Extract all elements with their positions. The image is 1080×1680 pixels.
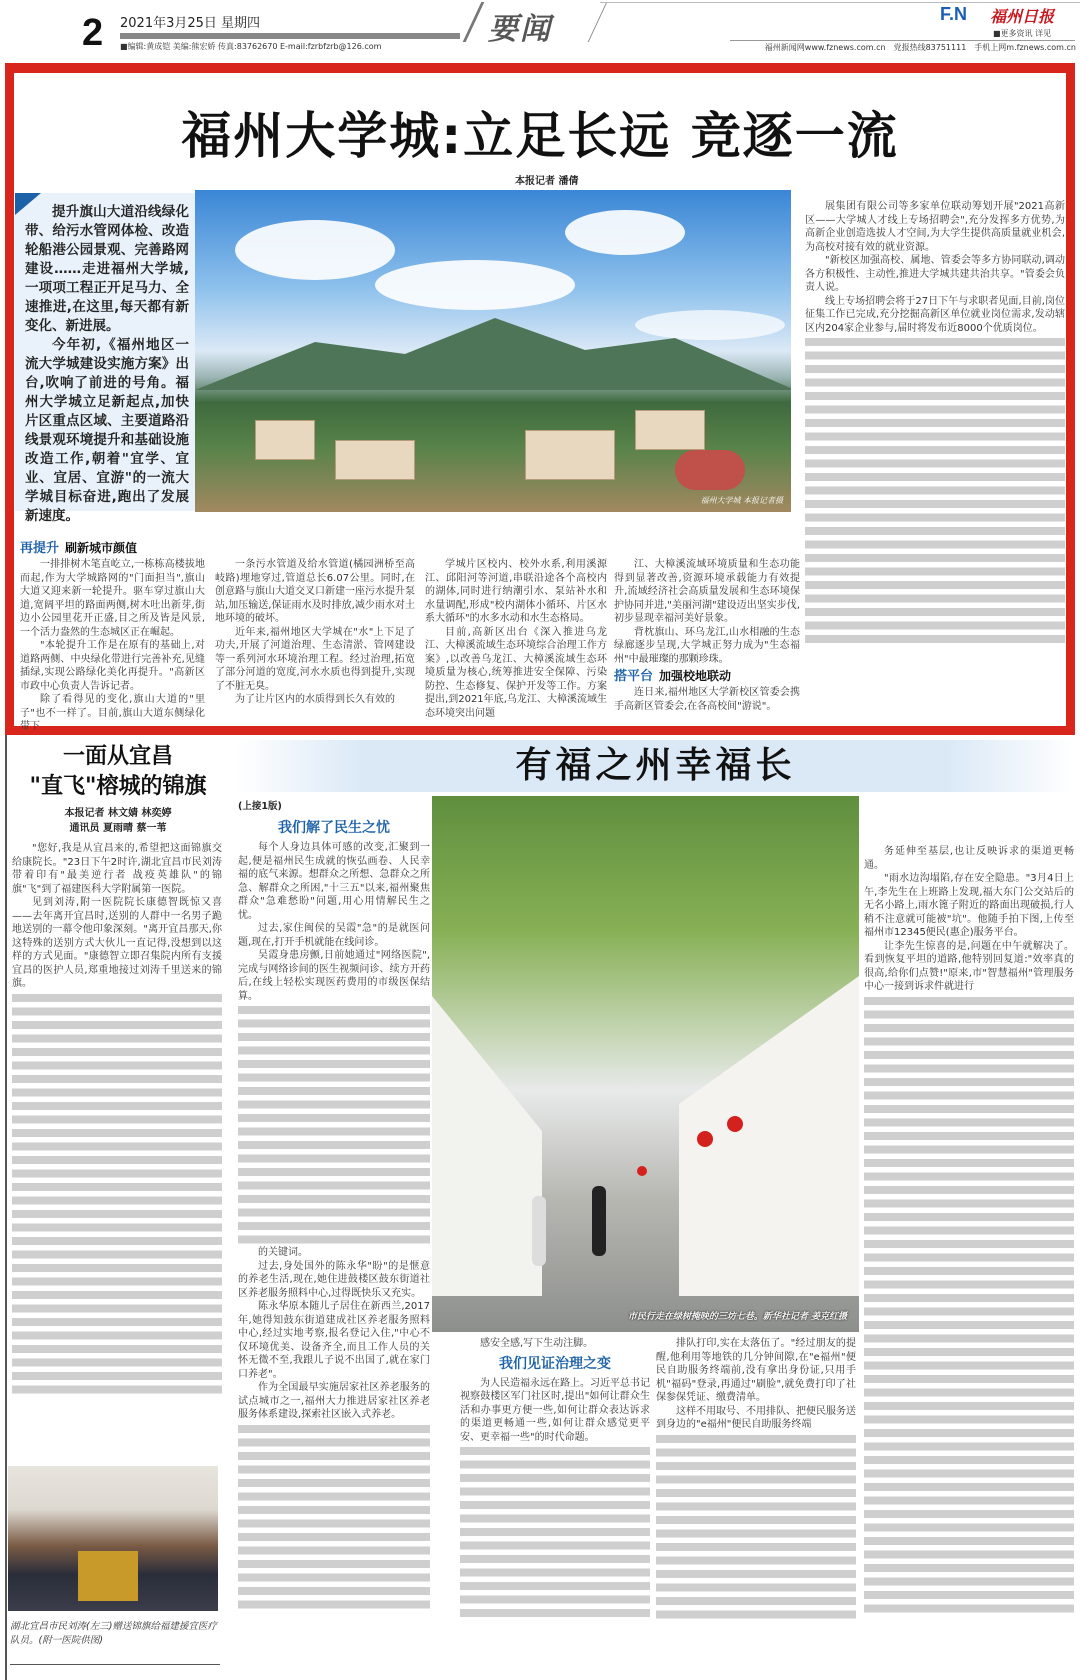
paragraph: 线上专场招聘会将于27日下午与求职者见面,目前,岗位征集工作已完成,充分挖掘高新区单位就业岗位需求,发动辖区内204家企业参与,届时将发布近8000个优质岗位。 (805, 295, 1065, 334)
paragraph: 见到刘涛,附一医院院长康德智既惊又喜——去年离开宜昌时,送别的人群中一名男子跪地送别的一幕令他印象深刻。"离开宜昌那天,你这特殊的送别方式大伙儿一直记得,没想到以这样的方式见面。"康德智立即召集院内所有支援宜昌的医护人员,郑重地接过刘涛千里送来的锦旗。 (12, 897, 222, 989)
site-info: 福州新闻网www.fznews.com.cn 党报热线83751111 手机上网m.fznews.com.cn (764, 43, 1076, 52)
paragraph: 过去,身处国外的陈永华"盼"的是惬意的养老生活,现在,她住进鼓楼区鼓东街道社区养老服务照料中心,过得既快乐又充实。 (238, 1260, 430, 1299)
top-story-headline: 福州大学城:立足长远 竞逐一流 (181, 107, 899, 165)
left-story-headline: 一面从宜昌 "直飞"榕城的锦旗 (29, 744, 207, 799)
paragraph: 感安全感,写下生动注脚。 (480, 1338, 594, 1349)
paragraph: 展集团有限公司等多家单位联动筹划开展"2021高新区——大学城人才线上专场招聘会",充分发挥多方优势,为高新企业创造选拔人才空间,为大学生提供高质量就业机会,为高校对接有效的就业资源。 (805, 201, 1065, 253)
editor-credits: ■编辑:黄成铠 美编:熊宏娇 传真:83762670 E-mail:fzrbfzrb@126.com (120, 42, 382, 51)
subheading: 搭平台 加强校地联动 (614, 669, 732, 684)
article-column (20, 538, 205, 734)
paragraph: 连日来,福州地区大学新校区管委会携手高新区管委会,在各高校间"游说"。 (614, 687, 800, 712)
sanfang-qixiang-photo (432, 796, 859, 1332)
paragraph: 背枕旗山、环乌龙江,山水相融的生态绿廊逐步呈现,大学城正努力成为"生态福州"中最璀璨的那颗珍珠。 (614, 626, 800, 665)
article-column (425, 558, 607, 720)
paragraph: 提升旗山大道沿线绿化带、给污水管网体检、改造轮船港公园景观、完善路网建设……走进福州大学城,一项项工程正开足马力、全速推进,在这里,每天都有新变化、新进展。 (25, 204, 189, 334)
page-number: 2 (82, 12, 104, 54)
paragraph: 目前,高新区出台《深入推进乌龙江、大樟溪流域生态环境综合治理工作方案》,以改善乌龙江、大樟溪流域生态环境质量为核心,统筹推进安全保障、污染防控、生态修复、保护开发等工作。方案提出,到2021年底,乌龙江、大樟溪流域生态环境突出问题 (425, 626, 607, 719)
newspaper-logo: 福州日报 (990, 7, 1055, 26)
divider (569, 2, 608, 42)
photo-caption: 市民行走在绿树掩映的三坊七巷。新华社记者 姜克红摄 (627, 1312, 847, 1322)
paragraph: 为了让片区内的水质得到长久有效的 (235, 694, 395, 705)
subheading: 再提升 刷新城市颜值 (20, 541, 138, 556)
paragraph: "本轮提升工作是在原有的基础上,对道路两侧、中央绿化带进行完善补充,见缝插绿,实现公路绿化美化再提升。"高新区市政中心负责人告诉记者。 (20, 640, 205, 692)
article-column (656, 1337, 856, 1621)
article-column (805, 200, 1065, 645)
paragraph: 一排排树木笔直屹立,一栋栋高楼拔地而起,作为大学城路网的"门面担当",旗山大道又迎来新一轮提升。驱车穿过旗山大道,宽阔平坦的路面两侧,树木吐出新芽,街边小公园里花开正盛,目之所及皆是风景,一个活力盎然的生态城区正在崛起。 (20, 559, 205, 638)
paragraph: 近年来,福州地区大学城在"水"上下足了功夫,开展了河道治理、生态清淤、管网建设等一系列河水环境治理工程。经过治理,拓宽了部分河道的宽度,河水水质也得到提升,实现了不脏无臭。 (215, 626, 415, 692)
paragraph: 学城片区校内、校外水系,利用溪源江、邱阳河等河道,串联沿途各个高校内的湖体,同时进行纳潮引水、泵站补水和水量调配,形成"校内湖体小循环、片区水系大循环"的水多水动和水生态格局。 (425, 559, 607, 624)
top-story-lead (15, 193, 197, 524)
paragraph: 吴霞身患房颤,日前她通过"网络医院",完成与网络诊间的医生视频问诊、续方开药后,在线上轻松实现医药费用的市级医保结算。 (238, 950, 430, 1002)
paragraph: "雨水边沟塌陷,存在安全隐患。"3月4日上午,李先生在上班路上发现,福大东门公交站后的无名小路上,雨水篦子附近的路面出现破损,行人稍不注意就可能被"坑"。他随手拍下图,上传至福州市12345便民(惠企)服务平台。 (864, 873, 1074, 938)
paragraph: 为人民造福永远在路上。习近平总书记视察鼓楼区军门社区时,提出"如何让群众生活和办事更方便一些,如何让群众表达诉求的渠道更畅通一些,如何让群众感觉更平安、更幸福一些"的时代命题。 (460, 1377, 650, 1443)
article-column (864, 845, 1074, 1615)
paragraph: 务延伸至基层,也让反映诉求的渠道更畅通。 (864, 846, 1074, 871)
paragraph: 一条污水管道及给水管道(橘园洲桥至高岐路)埋地穿过,管道总长6.07公里。同时,在创意路与旗山大道交叉口新建一座污水提升泵站,加压输送,保证雨水及时排放,减少雨水对土地环境的破坏。 (215, 559, 415, 624)
subheading: 我们见证治理之变 (499, 1355, 611, 1372)
paragraph: 让李先生惊喜的是,问题在中午就解决了。看到恢复平坦的道路,他特别回复道:"效率真的很高,给你们点赞!"原来,市"智慧福州"管理服务中心一接到诉求件就进行 (864, 940, 1074, 992)
paragraph: "您好,我是从宜昌来的,希望把这面锦旗交给康院长。"23日下午2时许,湖北宜昌市民刘涛带着印有"最美逆行者 战疫英雄队"的锦旗"飞"到了福建医科大学附属第一医院。 (12, 843, 222, 895)
section-title: 要闻 (488, 12, 552, 47)
paragraph: 这样不用取号、不用排队、把便民服务送到身边的"e福州"便民自助服务终端 (656, 1405, 856, 1430)
left-story-byline: 本报记者 林文婧 林奕婷 通讯员 夏雨晴 蔡一苇 (64, 808, 172, 834)
article-column (238, 815, 430, 1611)
top-story-byline: 本报记者 潘倩 (515, 176, 579, 187)
article-column (460, 1337, 650, 1619)
photo-caption: 湖北宜昌市民刘涛(左三)赠送锦旗给福建援宜医疗队员。(附一医院供图) (10, 1621, 217, 1646)
paragraph: 每个人身边具体可感的改变,汇聚到一起,便是福州民生成就的恢弘画卷、人民幸福的底气来源。想群众之所想、急群众之所急、解群众之所困,"十三五"以来,福州聚焦群众"急难愁盼"问题,用心用情解民生之忧。 (238, 842, 430, 921)
paragraph: 作为全国最早实施居家社区养老服务的试点城市之一,福州大力推进居家社区养老服务体系建设,探索社区嵌入式养老。 (238, 1382, 430, 1420)
divider (730, 40, 1075, 41)
continued-note: (上接1版) (238, 801, 282, 812)
article-column (215, 558, 415, 707)
photo-credit: 福州大学城 本报记者摄 (700, 496, 783, 505)
issue-date: 2021年3月25日 星期四 (120, 16, 261, 31)
feature-headline: 有福之州幸福长 (236, 740, 1075, 792)
subheading: 我们解了民生之忧 (278, 820, 390, 836)
paragraph: 的关键词。 (258, 1247, 308, 1258)
header-bar (120, 33, 460, 39)
more-info: ■更多资讯 详见 (993, 29, 1052, 38)
logo-letters: F.N (940, 4, 967, 24)
article-column (12, 842, 222, 1396)
university-town-photo (195, 190, 791, 512)
divider (600, 2, 1080, 3)
paragraph: 排队打印,实在太落伍了。"经过朋友的提醒,他利用等地铁的几分钟间隙,在"e福州"便民自助服务终端前,没有拿出身份证,只用手机"福码"登录,再通过"刷脸",就免费打印了社保参保凭证、缴费清单。 (656, 1338, 856, 1403)
paragraph: 江、大樟溪流域环境质量和生态功能得到显著改善,资源环境承载能力有效提升,流域经济社会高质量发展和生态环境保护协同并进,"美丽河湖"建设迈出坚实步伐,初步显现幸福河美好景象。 (614, 559, 800, 624)
paragraph: 陈永华原本随儿子居住在新西兰,2017年,她得知鼓东街道建成社区养老服务照料中心,经过实地考察,报名登记入住,"中心不仅环境优美、设备齐全,而且工作人员的关怀无微不至,我跟儿子说不出国了,就在家门口养老"。 (238, 1301, 430, 1380)
banner-presentation-photo (8, 1466, 218, 1611)
paragraph: "新校区加强高校、属地、管委会等多方协同联动,调动各方积极性、主动性,推进大学城共建共治共享。"管委会负责人说。 (805, 255, 1065, 293)
divider (10, 1664, 220, 1665)
paragraph: 除了看得见的变化,旗山大道的"里子"也不一样了。目前,旗山大道东侧绿化带下 (20, 694, 205, 732)
paragraph: 过去,家住闽侯的吴霞"急"的是就医问题,现在,打开手机就能在线问诊。 (238, 923, 430, 948)
divider (436, 2, 485, 42)
paragraph: 今年初,《福州地区一流大学城建设实施方案》出台,吹响了前进的号角。福州大学城立足新起点,加快片区重点区域、主要道路沿线景观环境提升和基础设施改造工作,朝着"宜学、宜业、宜居、宜游"的一流大学城目标奋进,跑出了发展新速度。 (25, 337, 189, 524)
article-column (614, 558, 800, 713)
